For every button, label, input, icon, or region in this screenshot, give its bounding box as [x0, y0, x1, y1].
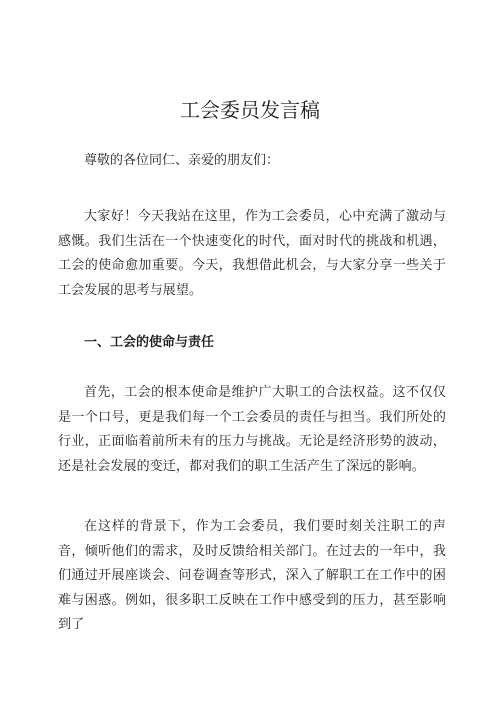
- greeting-line: 尊敬的各位同仁、亲爱的朋友们：: [84, 153, 280, 168]
- section-heading: 一、工会的使命与责任: [84, 335, 215, 350]
- paragraph-intro: 大家好！今天我站在这里，作为工会委员，心中充满了激动与感慨。我们生活在一个快速变化的时代，面对时代的挑战和机遇，工会的使命愈加重要。今天，我想借此机会，与大家分享一些关于工会发展的思考与展望。: [58, 209, 446, 298]
- document-title: 工会委员发言稿: [180, 98, 320, 122]
- paragraph-mission: 首先，工会的根本使命是维护广大职工的合法权益。这不仅仅是一个口号，更是我们每一个工会委员的责任与担当。我们所处的行业，正面临着前所未有的压力与挑战。无论是经济形势的波动，还是社会发展的变迁，都对我们的职工生活产生了深远的影响。: [58, 385, 446, 474]
- paragraph-background: 在这样的背景下，作为工会委员，我们要时刻关注职工的声音，倾听他们的需求，及时反馈给相关部门。在过去的一年中，我们通过开展座谈会、问卷调查等形式，深入了解职工在工作中的困难与困惑。例如，很多职工反映在工作中感受到的压力，甚至影响到了: [58, 519, 446, 632]
